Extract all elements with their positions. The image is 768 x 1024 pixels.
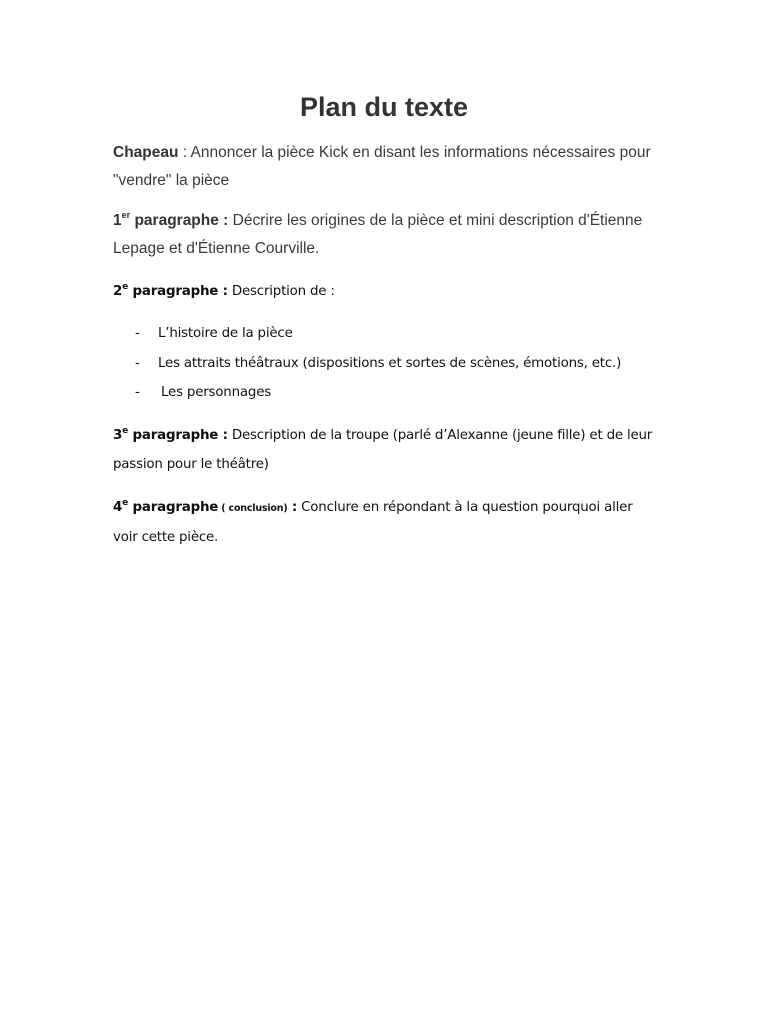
- chapeau-paragraph: [113, 139, 658, 195]
- paragraph-3: [113, 421, 658, 479]
- chapeau-text: : Annoncer la pièce Kick en disant les informations nécessaires pour "vendre" la pièce: [113, 144, 651, 189]
- bullet-text: L’histoire de la pièce: [158, 326, 293, 341]
- paragraph-1: [113, 207, 658, 263]
- paragraph-3-label: paragraphe :: [128, 428, 228, 443]
- list-item: [113, 319, 673, 349]
- paragraph-3-ordinal: e: [122, 425, 129, 436]
- bullet-dash: -: [135, 326, 140, 341]
- bullet-text: Les attraits théâtraux (dispositions et sortes de scènes, émotions, etc.): [158, 355, 622, 371]
- bullet-text: Les personnages: [161, 385, 272, 400]
- paragraph-3-number: 3: [113, 428, 123, 443]
- paragraph-2-bullet-list: [113, 319, 673, 408]
- paragraph-2-text: Description de :: [227, 284, 335, 299]
- list-item: [113, 349, 673, 379]
- paragraph-4-heading: [113, 497, 298, 515]
- paragraph-1-label: paragraphe :: [130, 212, 229, 229]
- paragraph-1-number: 1: [113, 212, 122, 229]
- paragraph-4-text: Conclure en répondant à la question pourquoi aller voir cette pièce.: [113, 500, 633, 545]
- paragraph-4-ordinal: e: [122, 497, 129, 508]
- paragraph-2-label: paragraphe :: [128, 284, 228, 299]
- paragraph-1-text: Décrire les origines de la pièce et mini description d'Étienne Lepage et d'Étienne Courville.: [113, 212, 643, 257]
- bullet-dash: -: [135, 385, 140, 400]
- list-item: [113, 378, 673, 408]
- paragraph-4: [113, 493, 658, 552]
- paragraph-2-heading: [113, 281, 228, 299]
- paragraph-4-label: paragraphe: [128, 500, 219, 515]
- bullet-dash: -: [135, 355, 140, 371]
- paragraph-2: [113, 277, 658, 306]
- paragraph-4-colon: :: [287, 500, 298, 515]
- paragraph-1-ordinal: er: [121, 209, 131, 220]
- paragraph-4-number: 4: [113, 500, 123, 515]
- paragraph-3-text: Description de la troupe (parlé d’Alexanne (jeune fille) et de leur passion pour le théâtre): [113, 428, 653, 472]
- page-title: Plan du texte: [299, 92, 469, 122]
- paragraph-2-number: 2: [113, 284, 123, 299]
- paragraph-4-conclusion-note: ( conclusion): [218, 503, 288, 514]
- paragraph-1-heading: [113, 209, 229, 229]
- paragraph-2-ordinal: e: [122, 281, 129, 292]
- chapeau-label: Chapeau: [113, 144, 179, 161]
- paragraph-3-heading: [113, 425, 228, 443]
